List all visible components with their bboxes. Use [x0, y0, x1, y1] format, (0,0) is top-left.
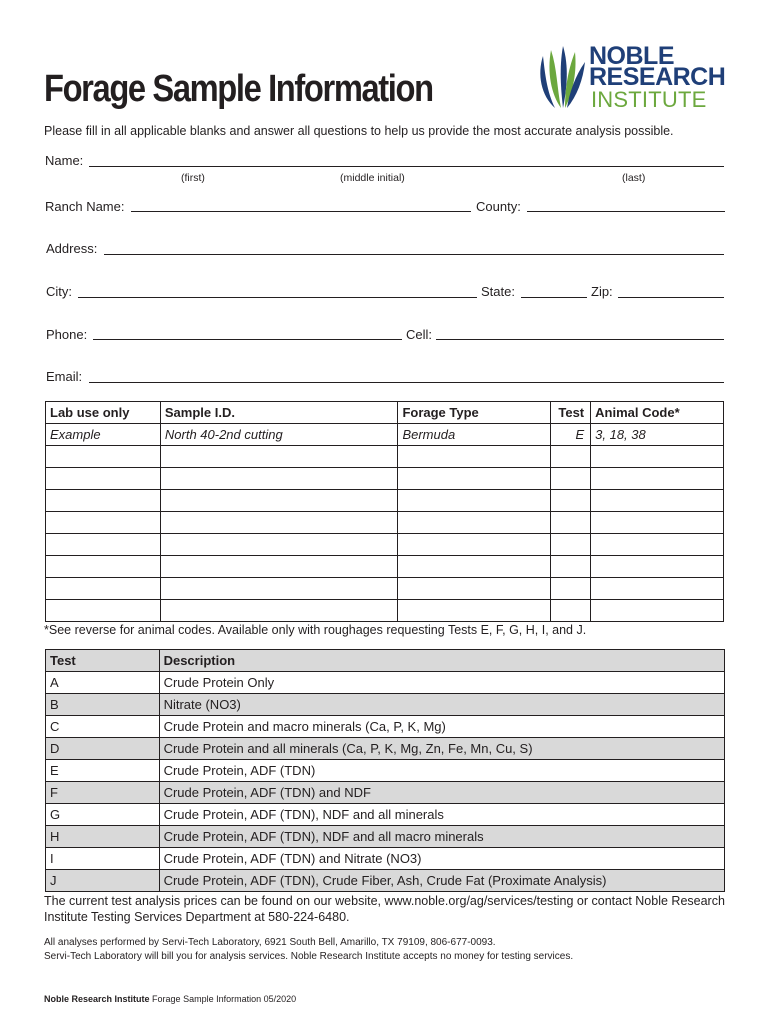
- sample-cell[interactable]: [398, 556, 551, 578]
- phone-label: Phone:: [46, 327, 88, 342]
- test-code-cell: B: [46, 694, 160, 716]
- noble-logo: [533, 44, 733, 114]
- test-description-cell: Crude Protein, ADF (TDN) and NDF: [159, 782, 724, 804]
- test-description-cell: Crude Protein and macro minerals (Ca, P, K, Mg): [159, 716, 724, 738]
- prices-text: The current test analysis prices can be found on our website, www.noble.org/ag/services/testing or contact Noble Research Institute Testing Services Department at 580-224-6480.: [44, 894, 725, 924]
- footer-doc: Forage Sample Information 05/2020: [152, 994, 297, 1004]
- test-code-cell: E: [46, 760, 160, 782]
- test-code-cell: A: [46, 672, 160, 694]
- sample-cell[interactable]: [551, 600, 591, 622]
- sample-cell[interactable]: [46, 600, 161, 622]
- sample-cell[interactable]: [591, 512, 724, 534]
- sample-cell[interactable]: [46, 512, 161, 534]
- page-title: Forage Sample Information: [44, 68, 433, 110]
- samples-table: [45, 401, 724, 622]
- footer-org: Noble Research Institute: [44, 994, 150, 1004]
- logo-line-noble: NOBLE: [589, 42, 674, 70]
- phone-field[interactable]: [93, 339, 402, 340]
- tests-header-row: [46, 650, 725, 672]
- sample-cell[interactable]: [160, 534, 398, 556]
- example-lab-cell: Example: [46, 424, 161, 446]
- cell-label: Cell:: [406, 327, 433, 342]
- test-row: [46, 760, 725, 782]
- sample-row: [46, 490, 724, 512]
- sample-cell[interactable]: [591, 556, 724, 578]
- sample-cell[interactable]: [46, 556, 161, 578]
- county-field[interactable]: [527, 211, 725, 212]
- sample-cell[interactable]: [551, 578, 591, 600]
- samples-header-row: [46, 402, 724, 424]
- example-forage-type-cell: Bermuda: [398, 424, 551, 446]
- lab-info-line-1: All analyses performed by Servi-Tech Laboratory, 6921 South Bell, Amarillo, TX 79109, 806-677-0093.: [44, 937, 496, 948]
- sample-cell[interactable]: [551, 534, 591, 556]
- test-row: [46, 716, 725, 738]
- sample-cell[interactable]: [551, 446, 591, 468]
- test-description-cell: Crude Protein, ADF (TDN), NDF and all macro minerals: [159, 826, 724, 848]
- test-code-cell: G: [46, 804, 160, 826]
- forage-type-header: Forage Type: [398, 402, 551, 424]
- sample-cell[interactable]: [398, 490, 551, 512]
- name-field[interactable]: [89, 166, 724, 167]
- ranch-name-field[interactable]: [131, 211, 471, 212]
- test-row: [46, 694, 725, 716]
- sample-cell[interactable]: [46, 446, 161, 468]
- test-row: [46, 870, 725, 892]
- test-description-cell: Crude Protein, ADF (TDN), Crude Fiber, Ash, Crude Fat (Proximate Analysis): [159, 870, 724, 892]
- sample-cell[interactable]: [591, 578, 724, 600]
- example-animal-code-cell: 3, 18, 38: [591, 424, 724, 446]
- sample-cell[interactable]: [160, 600, 398, 622]
- logo-line-research: RESEARCH: [589, 63, 726, 91]
- last-caption: (last): [622, 172, 646, 184]
- sample-cell[interactable]: [160, 468, 398, 490]
- logo-line-institute: INSTITUTE: [591, 87, 707, 112]
- middle-initial-caption: (middle initial): [340, 172, 405, 184]
- email-label: Email:: [46, 369, 83, 384]
- sample-row: [46, 534, 724, 556]
- sample-cell[interactable]: [591, 468, 724, 490]
- test-description-cell: Crude Protein and all minerals (Ca, P, K, Mg, Zn, Fe, Mn, Cu, S): [159, 738, 724, 760]
- sample-row: [46, 512, 724, 534]
- sample-row: [46, 556, 724, 578]
- sample-cell[interactable]: [551, 490, 591, 512]
- sample-row: [46, 468, 724, 490]
- test-description-cell: Crude Protein, ADF (TDN) and Nitrate (NO3): [159, 848, 724, 870]
- sample-cell[interactable]: [591, 600, 724, 622]
- example-test-cell: E: [551, 424, 591, 446]
- sample-row: [46, 578, 724, 600]
- example-sample-id-cell: North 40-2nd cutting: [160, 424, 398, 446]
- lab-use-header: Lab use only: [46, 402, 161, 424]
- sample-cell[interactable]: [398, 468, 551, 490]
- state-label: State:: [481, 284, 515, 299]
- test-row: [46, 738, 725, 760]
- sample-cell[interactable]: [551, 512, 591, 534]
- sample-cell[interactable]: [591, 490, 724, 512]
- sample-cell[interactable]: [160, 512, 398, 534]
- test-code-cell: J: [46, 870, 160, 892]
- test-code-cell: D: [46, 738, 160, 760]
- animal-code-header: Animal Code*: [591, 402, 724, 424]
- city-field[interactable]: [78, 297, 477, 298]
- test-code-header: Test: [46, 650, 160, 672]
- test-code-cell: F: [46, 782, 160, 804]
- wheat-leaf-icon: [533, 44, 589, 110]
- test-description-cell: Crude Protein, ADF (TDN): [159, 760, 724, 782]
- sample-cell[interactable]: [46, 490, 161, 512]
- sample-cell[interactable]: [46, 468, 161, 490]
- zip-label: Zip:: [591, 284, 613, 299]
- state-field[interactable]: [521, 297, 587, 298]
- intro-text: Please fill in all applicable blanks and answer all questions to help us provide the most accurate analysis possible.: [44, 124, 674, 138]
- sample-cell[interactable]: [398, 446, 551, 468]
- sample-cell[interactable]: [160, 490, 398, 512]
- zip-field[interactable]: [618, 297, 724, 298]
- test-header: Test: [551, 402, 591, 424]
- test-code-cell: I: [46, 848, 160, 870]
- test-row: [46, 672, 725, 694]
- sample-cell[interactable]: [46, 578, 161, 600]
- county-label: County:: [476, 199, 521, 214]
- ranch-name-label: Ranch Name:: [45, 199, 125, 214]
- test-description-cell: Crude Protein, ADF (TDN), NDF and all minerals: [159, 804, 724, 826]
- lab-info: [44, 936, 573, 964]
- cell-field[interactable]: [436, 339, 724, 340]
- sample-cell[interactable]: [398, 578, 551, 600]
- sample-row: [46, 600, 724, 622]
- city-label: City:: [46, 284, 72, 299]
- sample-cell[interactable]: [46, 534, 161, 556]
- test-code-cell: C: [46, 716, 160, 738]
- footer: [44, 994, 296, 1004]
- sample-cell[interactable]: [591, 534, 724, 556]
- sample-cell[interactable]: [591, 446, 724, 468]
- test-row: [46, 782, 725, 804]
- lab-info-line-2: Servi-Tech Laboratory will bill you for analysis services. Noble Research Institute accepts no money for testing services.: [44, 951, 574, 962]
- test-row: [46, 848, 725, 870]
- address-field[interactable]: [104, 254, 724, 255]
- sample-cell[interactable]: [160, 556, 398, 578]
- sample-cell[interactable]: [160, 578, 398, 600]
- sample-id-header: Sample I.D.: [160, 402, 398, 424]
- sample-cell[interactable]: [551, 556, 591, 578]
- sample-row: [46, 446, 724, 468]
- test-description-cell: Crude Protein Only: [159, 672, 724, 694]
- animal-codes-note: *See reverse for animal codes. Available only with roughages requesting Tests E, F, G, H, I, and J.: [44, 623, 587, 637]
- tests-table: [45, 649, 725, 892]
- address-label: Address:: [46, 241, 98, 256]
- test-row: [46, 804, 725, 826]
- email-field[interactable]: [89, 382, 724, 383]
- sample-cell[interactable]: [398, 534, 551, 556]
- example-row: [46, 424, 724, 446]
- test-row: [46, 826, 725, 848]
- test-code-cell: H: [46, 826, 160, 848]
- name-label: Name:: [45, 153, 84, 168]
- sample-cell[interactable]: [398, 600, 551, 622]
- sample-cell[interactable]: [160, 446, 398, 468]
- first-caption: (first): [181, 172, 205, 184]
- test-description-header: Description: [159, 650, 724, 672]
- sample-cell[interactable]: [551, 468, 591, 490]
- sample-cell[interactable]: [398, 512, 551, 534]
- test-description-cell: Nitrate (NO3): [159, 694, 724, 716]
